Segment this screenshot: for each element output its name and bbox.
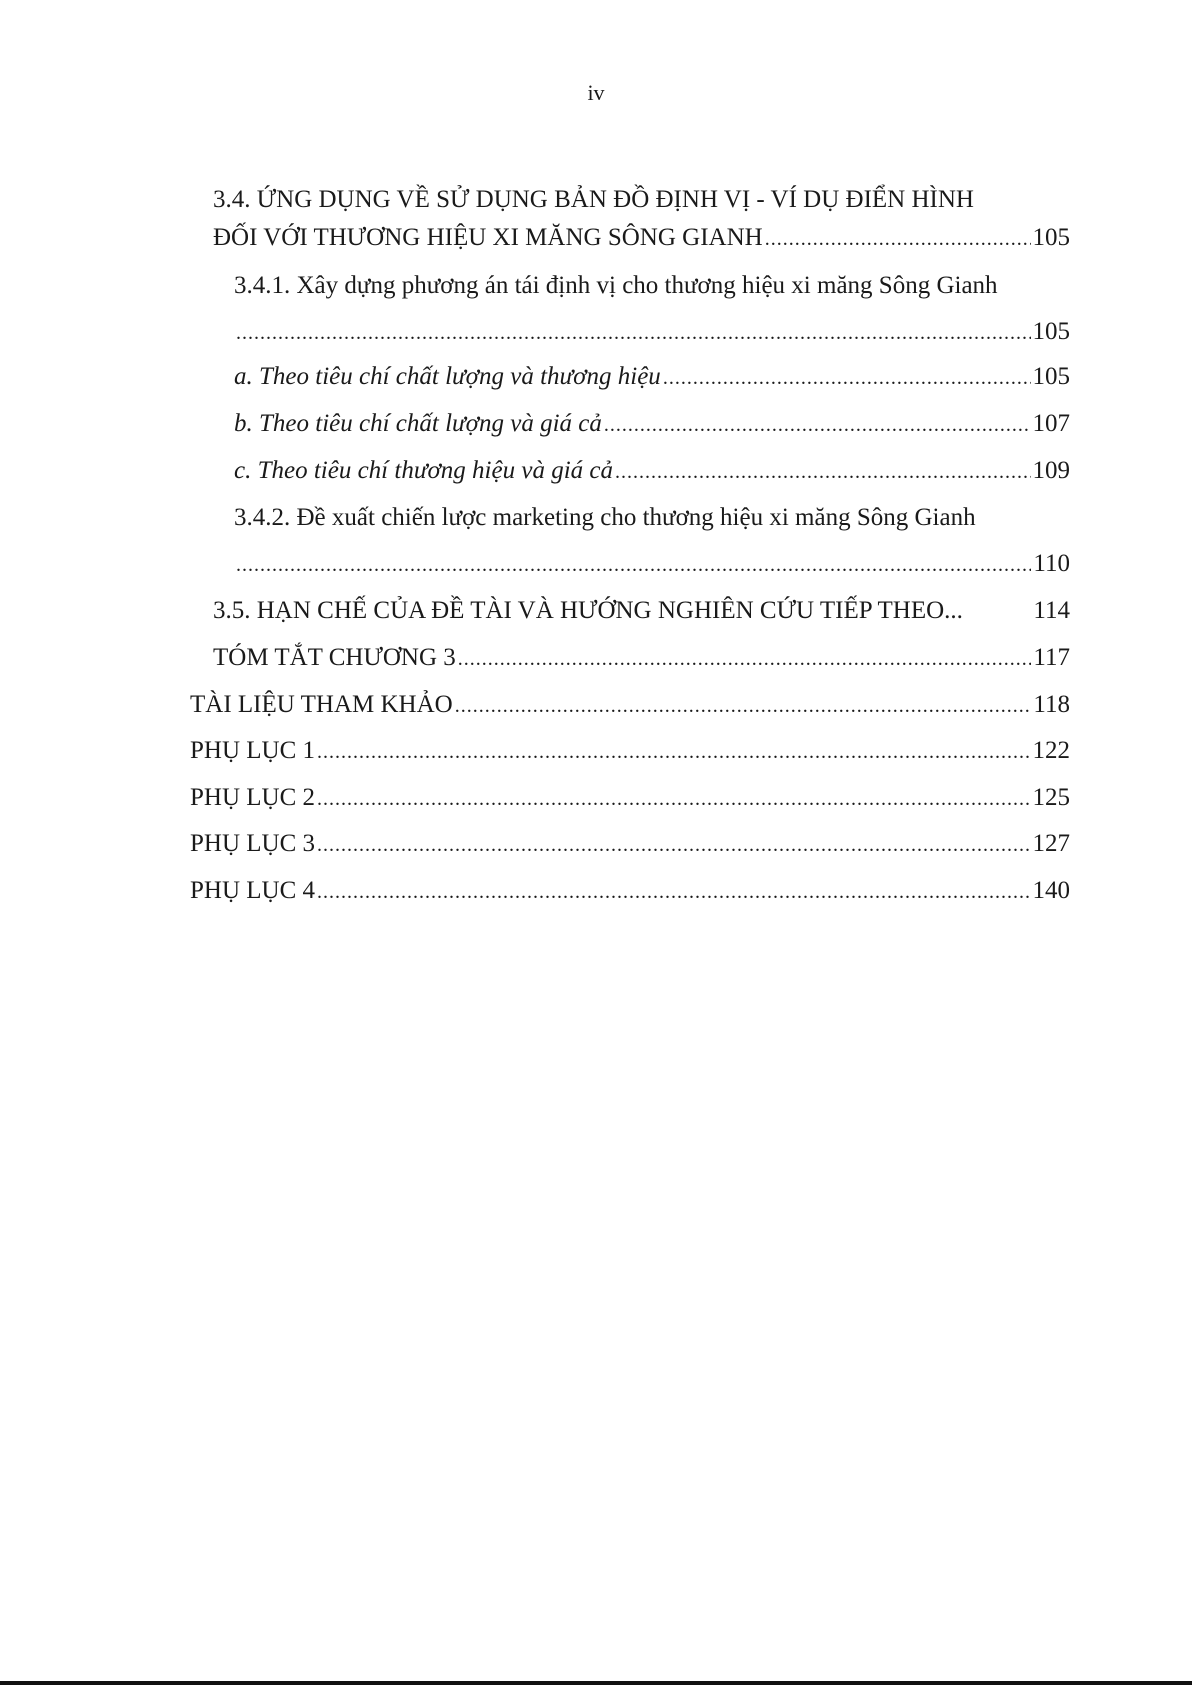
toc-entry-appendix-3[interactable]: [190, 829, 1070, 860]
toc-page: 109: [1032, 457, 1070, 484]
toc-page: 127: [1032, 830, 1070, 857]
toc-page: 117: [1033, 644, 1070, 671]
toc-label: b. Theo tiêu chí chất lượng và giá cả: [234, 410, 602, 437]
toc-label: ĐỐI VỚI THƯƠNG HIỆU XI MĂNG SÔNG GIANH: [213, 224, 763, 251]
dot-leader: [663, 363, 1031, 393]
toc-page: 105: [1032, 224, 1070, 251]
dot-leader: [317, 877, 1030, 907]
toc-entry-appendix-1[interactable]: [190, 736, 1070, 767]
toc-entry-3-4-1-line1: 3.4.1. Xây dựng phương án tái định vị cho thương hiệu xi măng Sông Gianh: [234, 272, 998, 299]
dot-leader: [236, 550, 1031, 580]
toc-entry-3-4-2[interactable]: [234, 549, 1070, 580]
dot-leader: [317, 830, 1030, 860]
toc-entry-references[interactable]: [190, 690, 1070, 721]
toc-entry-b[interactable]: [234, 409, 1070, 440]
dot-leader: [455, 691, 1032, 721]
toc-entry-3-5[interactable]: [213, 596, 1070, 627]
page-bottom-border: [0, 1681, 1192, 1685]
toc-entry-3-4-2-line1: 3.4.2. Đề xuất chiến lược marketing cho thương hiệu xi măng Sông Gianh: [234, 504, 976, 531]
toc-entry-3-4-1[interactable]: [234, 317, 1070, 348]
toc-page: 107: [1032, 410, 1070, 437]
toc-label: 3.5. HẠN CHẾ CỦA ĐỀ TÀI VÀ HƯỚNG NGHIÊN CỨU TIẾP THEO...: [213, 597, 963, 624]
dot-leader: [317, 737, 1030, 767]
dot-leader: [236, 318, 1031, 348]
toc-label: PHỤ LỤC 1: [190, 737, 316, 764]
toc-label: PHỤ LỤC 4: [190, 877, 316, 904]
dot-leader: [604, 410, 1031, 440]
toc-entry-a[interactable]: [234, 362, 1070, 393]
toc-page: 140: [1032, 877, 1070, 904]
dot-leader: [615, 457, 1031, 487]
toc-page: 125: [1032, 784, 1070, 811]
toc-page: 118: [1033, 691, 1070, 718]
dot-leader: [317, 784, 1030, 814]
toc-entry-c[interactable]: [234, 456, 1070, 487]
toc-page: 110: [1033, 550, 1070, 577]
toc-entry-chapter3-summary[interactable]: [213, 643, 1070, 674]
toc-label: a. Theo tiêu chí chất lượng và thương hiệu: [234, 363, 661, 390]
toc-label: TÓM TẮT CHƯƠNG 3: [213, 644, 456, 671]
toc-entry-3-4[interactable]: [213, 223, 1070, 254]
toc-page: 122: [1032, 737, 1070, 764]
toc-entry-appendix-4[interactable]: [190, 876, 1070, 907]
dot-leader: [458, 644, 1032, 674]
toc-label: TÀI LIỆU THAM KHẢO: [190, 691, 453, 718]
toc-label: c. Theo tiêu chí thương hiệu và giá cả: [234, 457, 613, 484]
toc-page: 105: [1032, 318, 1070, 345]
page-number: iv: [587, 80, 605, 105]
toc-label: PHỤ LỤC 3: [190, 830, 316, 857]
toc-entry-appendix-2[interactable]: [190, 783, 1070, 814]
toc-page: 114: [1033, 597, 1070, 624]
toc-label: PHỤ LỤC 2: [190, 784, 316, 811]
toc-page: 105: [1032, 363, 1070, 390]
toc-entry-3-4-line1: 3.4. ỨNG DỤNG VỀ SỬ DỤNG BẢN ĐỒ ĐỊNH VỊ - VÍ DỤ ĐIỂN HÌNH: [213, 186, 974, 213]
dot-leader: [765, 224, 1031, 254]
